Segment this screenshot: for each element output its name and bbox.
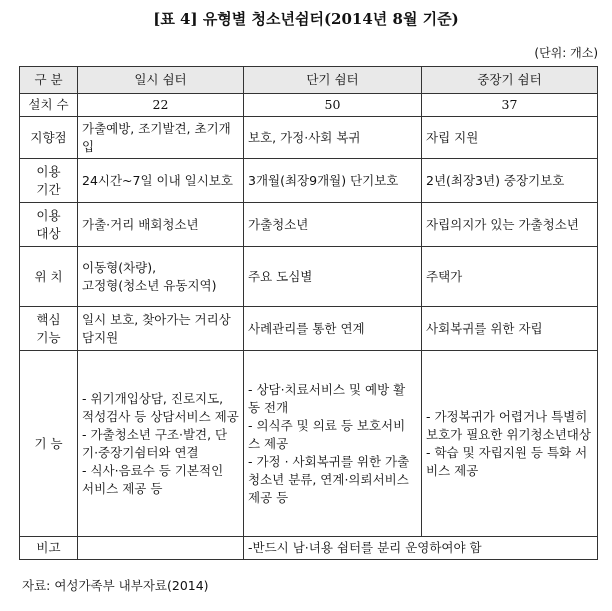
header-long-term: 중장기 쉼터	[422, 67, 598, 94]
table-row	[20, 351, 598, 537]
table-row	[20, 117, 598, 159]
table-cell: 50	[244, 94, 422, 117]
table-cell: 24시간~7일 이내 일시보호	[78, 159, 244, 203]
header-row	[20, 67, 598, 94]
table-cell: 주택가	[422, 247, 598, 307]
header-temporary: 일시 쉼터	[78, 67, 244, 94]
table-cell: 22	[78, 94, 244, 117]
table-cell: 이동형(차량), 고정형(청소년 유동지역)	[78, 247, 244, 307]
table-cell: - 가정복귀가 어렵거나 특별히 보호가 필요한 위기청소년대상 - 학습 및 자립지원 등 특화 서비스 제공	[422, 351, 598, 537]
row-label: 기 능	[20, 351, 78, 537]
note-cell: -반드시 남·녀용 쉼터를 분리 운영하여야 함	[244, 537, 598, 560]
table-cell: 사례관리를 통한 연계	[244, 307, 422, 351]
header-category: 구 분	[20, 67, 78, 94]
row-label: 이용 기간	[20, 159, 78, 203]
source-note: 자료: 여성가족부 내부자료(2014)	[22, 578, 209, 593]
table-cell: - 위기개입상담, 진로지도, 적성검사 등 상담서비스 제공 - 가출청소년 구조·발견, 단기·중장기쉼터와 연결 - 식사·음료수 등 기본적인 서비스 제공 등	[78, 351, 244, 537]
table-cell: 자립 지원	[422, 117, 598, 159]
table-cell: 보호, 가정·사회 복귀	[244, 117, 422, 159]
unit-label: (단위: 개소)	[534, 46, 598, 60]
table-row	[20, 537, 598, 560]
table-cell	[78, 537, 244, 560]
table-cell: 가출청소년	[244, 203, 422, 247]
row-label: 이용 대상	[20, 203, 78, 247]
table-cell: - 상담·치료서비스 및 예방 활동 전개 - 의식주 및 의료 등 보호서비스 제공 - 가정 · 사회복귀를 위한 가출청소년 분류, 연계·의뢰서비스 제공 등	[244, 351, 422, 537]
row-label: 비고	[20, 537, 78, 560]
table-cell: 사회복귀를 위한 자립	[422, 307, 598, 351]
row-label: 위 치	[20, 247, 78, 307]
table-cell: 자립의지가 있는 가출청소년	[422, 203, 598, 247]
table-cell: 가출·거리 배회청소년	[78, 203, 244, 247]
table-cell: 일시 보호, 찾아가는 거리상담지원	[78, 307, 244, 351]
shelter-table	[19, 66, 598, 560]
row-label: 핵심 기능	[20, 307, 78, 351]
table-row	[20, 94, 598, 117]
table-row	[20, 203, 598, 247]
table-row	[20, 159, 598, 203]
table-row	[20, 307, 598, 351]
table-title: [표 4] 유형별 청소년쉼터(2014년 8월 기준)	[153, 10, 459, 28]
table-row	[20, 247, 598, 307]
row-label: 지향점	[20, 117, 78, 159]
table-cell: 가출예방, 조기발견, 초기개입	[78, 117, 244, 159]
row-label: 설치 수	[20, 94, 78, 117]
table-cell: 3개월(최장9개월) 단기보호	[244, 159, 422, 203]
table-cell: 주요 도심별	[244, 247, 422, 307]
header-short-term: 단기 쉼터	[244, 67, 422, 94]
table-cell: 37	[422, 94, 598, 117]
table-cell: 2년(최장3년) 중장기보호	[422, 159, 598, 203]
